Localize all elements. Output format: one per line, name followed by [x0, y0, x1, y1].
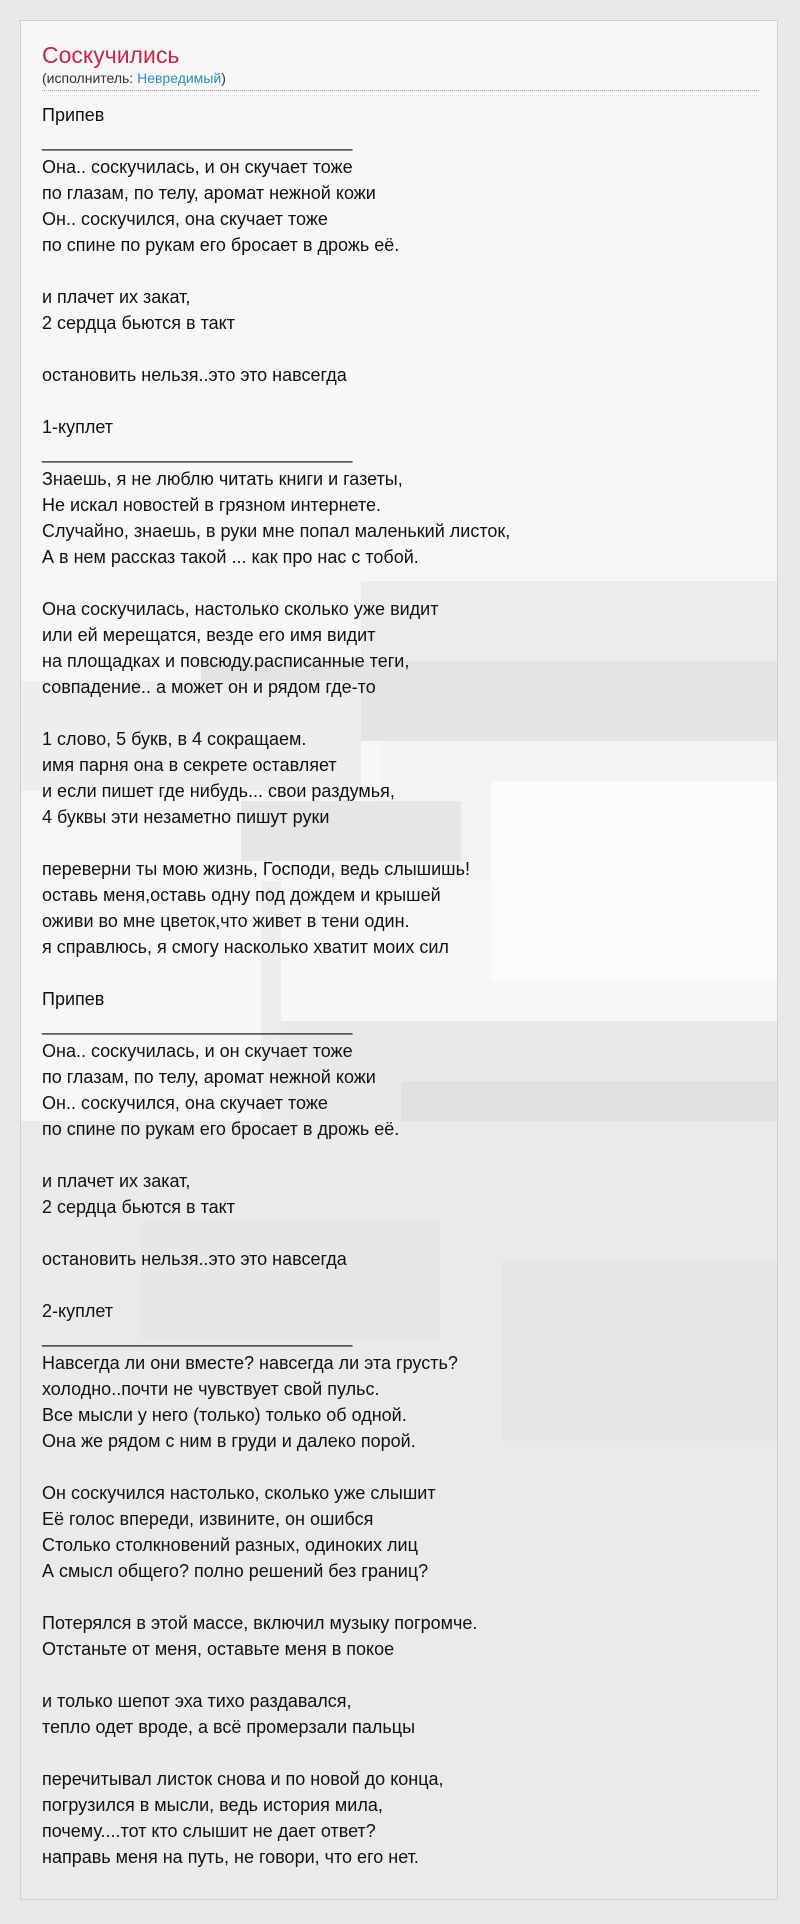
lyric-line: на площадках и повсюду.расписанные теги,: [42, 651, 410, 671]
lyric-line: Он.. соскучился, она скучает тоже: [42, 1093, 328, 1113]
lyric-line: [42, 1272, 757, 1298]
lyric-line: Припев: [42, 989, 105, 1009]
lyric-line: Она же рядом с ним в груди и далеко порой.: [42, 1431, 416, 1451]
lyric-line: или ей мерещатся, везде его имя видит: [42, 625, 376, 645]
lyric-line: Все мысли у него (только) только об одной.: [42, 1405, 407, 1425]
lyric-line: _______________________________: [42, 1327, 353, 1347]
artist-link[interactable]: Невредимый: [137, 70, 222, 86]
lyric-line: холодно..почти не чувствует свой пульс.: [42, 1379, 380, 1399]
artist-suffix: ): [221, 70, 226, 86]
lyric-line: и плачет их закат,: [42, 1171, 191, 1191]
lyric-line: Её голос впереди, извините, он ошибся: [42, 1509, 374, 1529]
lyric-line: [42, 960, 757, 986]
lyric-line: и плачет их закат,: [42, 287, 191, 307]
lyric-line: _______________________________: [42, 1015, 353, 1035]
lyric-line: Навсегда ли они вместе? навсегда ли эта грусть?: [42, 1353, 458, 1373]
lyric-line: переверни ты мою жизнь, Господи, ведь слышишь!: [42, 859, 470, 879]
lyric-line: по глазам, по телу, аромат нежной кожи: [42, 183, 376, 203]
lyric-line: и если пишет где нибудь... свои раздумья,: [42, 781, 395, 801]
lyric-line: _______________________________: [42, 131, 353, 151]
lyrics-card: [20, 20, 778, 1900]
lyric-line: [42, 388, 757, 414]
lyric-line: и только шепот эха тихо раздавался,: [42, 1691, 352, 1711]
lyric-line: тепло одет вроде, а всё промерзали пальцы: [42, 1717, 416, 1737]
lyric-line: А смысл общего? полно решений без границ?: [42, 1561, 429, 1581]
lyric-line: по спине по рукам его бросает в дрожь её.: [42, 1119, 400, 1139]
lyric-line: _______________________________: [42, 443, 353, 463]
lyric-line: [42, 570, 757, 596]
lyric-line: [42, 1142, 757, 1168]
lyric-line: оживи во мне цветок,что живет в тени один.: [42, 911, 410, 931]
lyric-line: Припев: [42, 105, 105, 125]
lyric-line: Он соскучился настолько, сколько уже слышит: [42, 1483, 436, 1503]
lyric-line: Случайно, знаешь, в руки мне попал маленький листок,: [42, 521, 511, 541]
lyric-line: [42, 1584, 757, 1610]
lyric-line: Она.. соскучилась, и он скучает тоже: [42, 157, 353, 177]
lyric-line: 1 слово, 5 букв, в 4 сокращаем.: [42, 729, 307, 749]
lyric-line: 1-куплет: [42, 417, 113, 437]
lyric-line: остановить нельзя..это это навсегда: [42, 365, 347, 385]
lyric-line: [42, 830, 757, 856]
lyric-line: [42, 258, 757, 284]
lyric-line: [42, 1220, 757, 1246]
lyric-line: 2 сердца бьются в такт: [42, 313, 235, 333]
lyrics-content: [21, 21, 777, 1870]
lyric-line: направь меня на путь, не говори, что его нет.: [42, 1847, 419, 1867]
lyric-line: по спине по рукам его бросает в дрожь её.: [42, 235, 400, 255]
lyric-line: почему....тот кто слышит не дает ответ?: [42, 1821, 376, 1841]
lyric-line: А в нем рассказ такой ... как про нас с тобой.: [42, 547, 419, 567]
lyric-line: Она.. соскучилась, и он скучает тоже: [42, 1041, 353, 1061]
lyric-line: [42, 336, 757, 362]
lyric-line: [42, 1740, 757, 1766]
lyric-line: Не искал новостей в грязном интернете.: [42, 495, 382, 515]
lyric-line: оставь меня,оставь одну под дождем и крышей: [42, 885, 441, 905]
lyric-line: Столько столкновений разных, одиноких лиц: [42, 1535, 418, 1555]
lyric-line: Знаешь, я не люблю читать книги и газеты,: [42, 469, 403, 489]
lyric-line: остановить нельзя..это это навсегда: [42, 1249, 347, 1269]
lyric-line: 2-куплет: [42, 1301, 113, 1321]
lyric-line: 4 буквы эти незаметно пишут руки: [42, 807, 330, 827]
song-title: Соскучились: [42, 42, 180, 68]
lyrics-text: [42, 102, 757, 1870]
artist-line: [42, 69, 759, 91]
lyric-line: Он.. соскучился, она скучает тоже: [42, 209, 328, 229]
lyric-line: совпадение.. а может он и рядом где-то: [42, 677, 376, 697]
lyric-line: [42, 700, 757, 726]
lyric-line: [42, 1662, 757, 1688]
lyric-line: погрузился в мысли, ведь история мила,: [42, 1795, 383, 1815]
artist-prefix: (исполнитель:: [42, 70, 138, 86]
lyric-line: я справлюсь, я смогу насколько хватит моих сил: [42, 937, 449, 957]
lyric-line: по глазам, по телу, аромат нежной кожи: [42, 1067, 376, 1087]
lyric-line: 2 сердца бьются в такт: [42, 1197, 235, 1217]
lyric-line: Потерялся в этой массе, включил музыку погромче.: [42, 1613, 478, 1633]
lyric-line: [42, 1454, 757, 1480]
lyric-line: Отстаньте от меня, оставьте меня в покое: [42, 1639, 395, 1659]
lyric-line: имя парня она в секрете оставляет: [42, 755, 337, 775]
lyric-line: Она соскучилась, настолько сколько уже видит: [42, 599, 439, 619]
lyric-line: перечитывал листок снова и по новой до конца,: [42, 1769, 444, 1789]
